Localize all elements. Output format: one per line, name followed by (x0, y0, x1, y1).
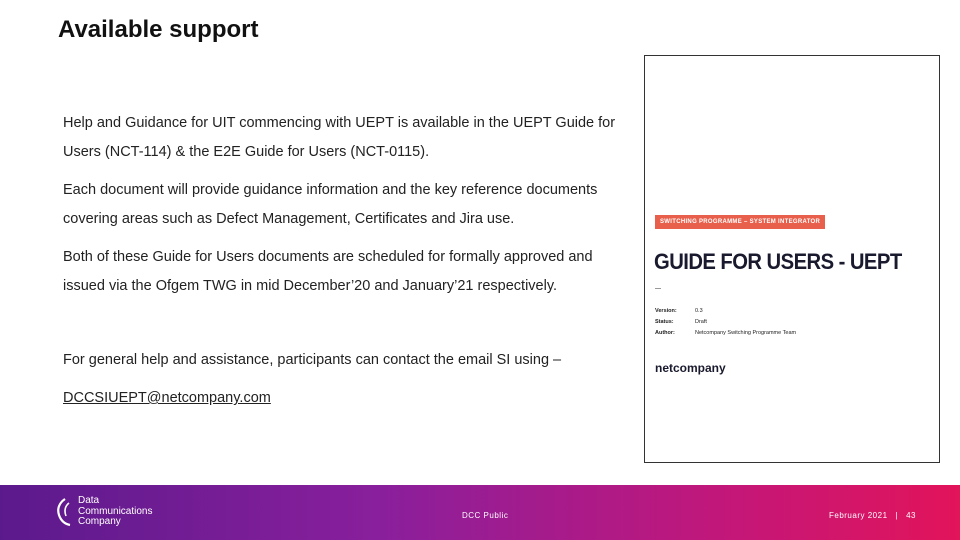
footer-bar (0, 485, 960, 540)
document-meta (655, 306, 796, 339)
document-programme-tag: SWITCHING PROGRAMME – SYSTEM INTEGRATOR (655, 215, 825, 229)
dcc-logo-icon (56, 497, 74, 527)
footer-separator: | (895, 511, 899, 520)
netcompany-logo-text: netcompany (655, 361, 726, 375)
logo-line: Data (78, 495, 100, 506)
page-number: 43 (906, 511, 916, 520)
meta-key: Version: (655, 308, 677, 314)
meta-key: Status: (655, 319, 674, 325)
dcc-logo-text (78, 496, 152, 528)
paragraph-documents: Each document will provide guidance information and the key reference documents covering areas such as Defect Management, Certificates and Jira use. (63, 182, 598, 227)
footer-date: February 2021 (828, 511, 888, 520)
logo-line: Communications (78, 505, 153, 517)
logo-line: Company (78, 516, 121, 527)
paragraph-contact: For general help and assistance, participants can contact the email SI using – (63, 351, 562, 368)
meta-value: Draft (695, 319, 707, 325)
support-email-link[interactable]: DCCSIUEPT@netcompany.com (63, 390, 271, 407)
document-meta-status (655, 317, 796, 328)
slide-title: Available support (58, 16, 259, 43)
meta-value: 0.3 (695, 308, 703, 314)
document-meta-author (655, 328, 796, 339)
paragraph-schedule: Both of these Guide for Users documents are scheduled for formally approved and issued via the Ofgem TWG in mid December’20 and January’21 respectively. (63, 249, 593, 294)
document-cover-preview (644, 55, 940, 463)
classification-label: DCC Public (462, 511, 509, 520)
paragraph-help: Help and Guidance for UIT commencing with UEPT is available in the UEPT Guide for Users (NCT-114) & the E2E Guide for Users (NCT-0115). (63, 115, 616, 160)
footer-date-page (829, 511, 916, 520)
body-text (63, 109, 623, 413)
document-meta-version (655, 306, 796, 317)
meta-value: Netcompany Switching Programme Team (695, 330, 797, 336)
dcc-logo (56, 496, 152, 528)
meta-key: Author: (655, 330, 675, 336)
document-divider (655, 288, 661, 289)
document-title: GUIDE FOR USERS - UEPT (654, 249, 902, 274)
